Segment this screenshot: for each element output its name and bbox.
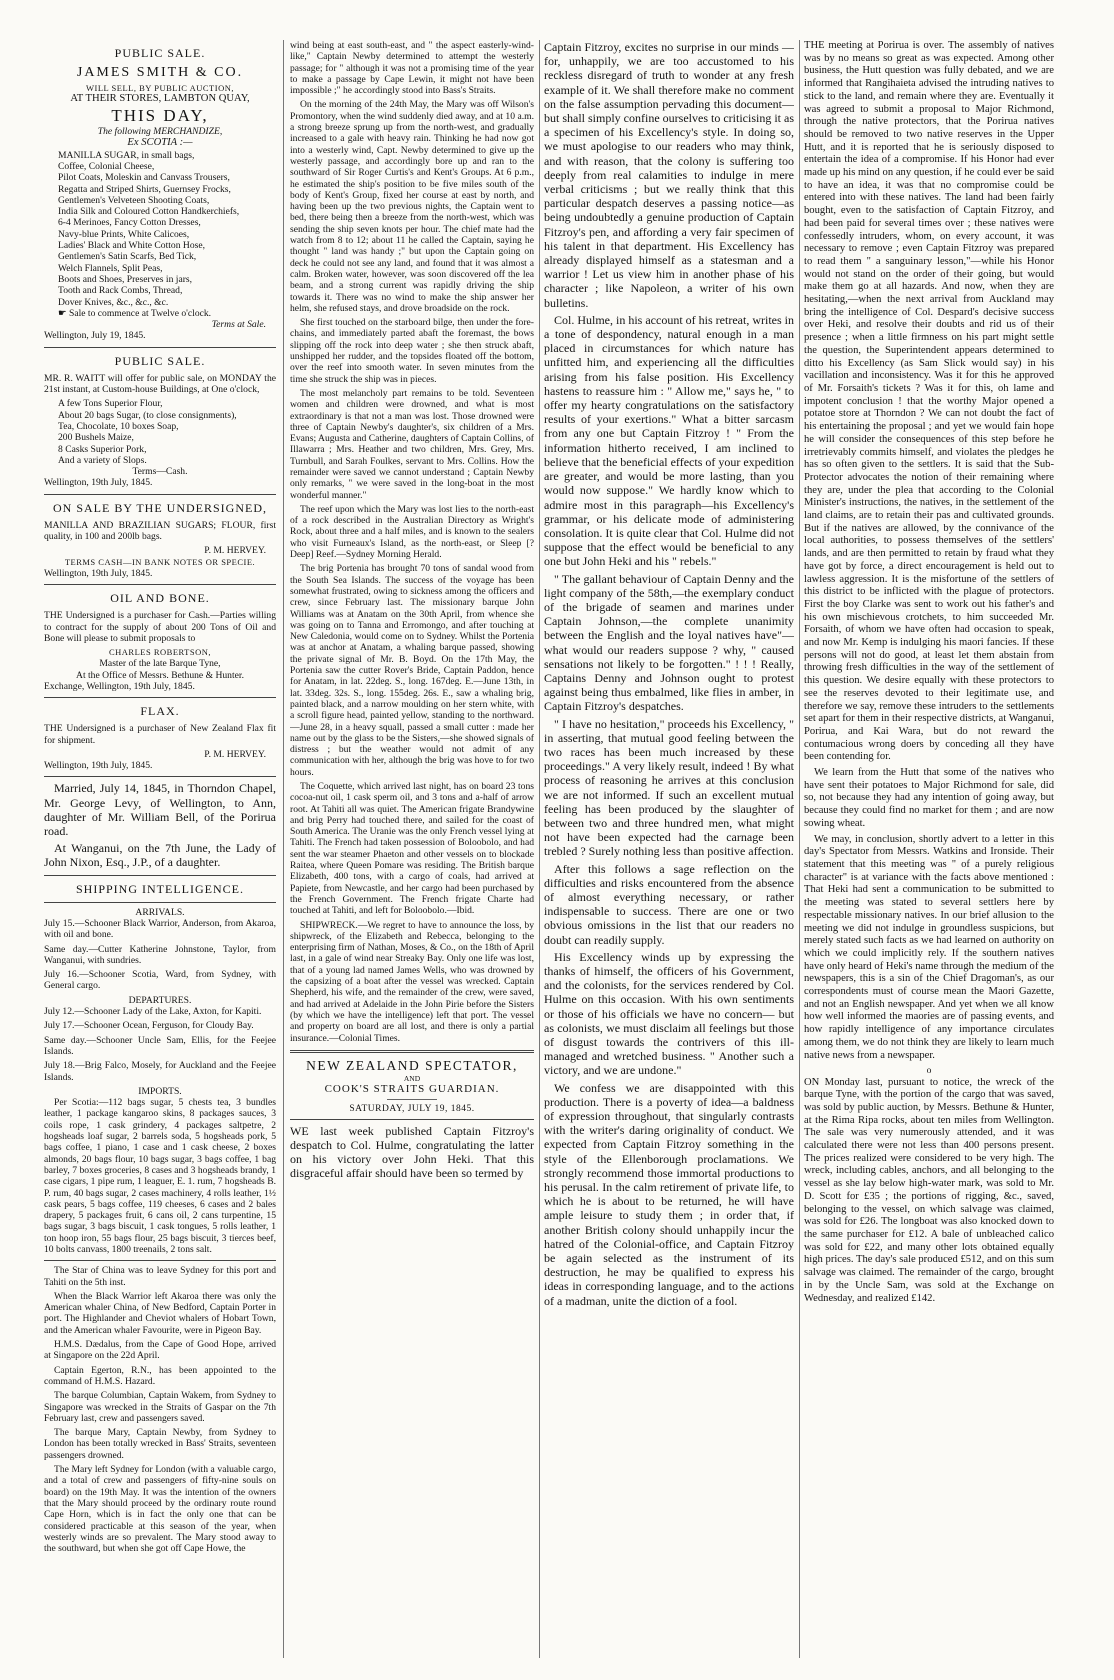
column-1 bbox=[44, 40, 276, 1658]
column-2 bbox=[290, 40, 534, 1658]
ad-text: MR. R. WAITT will offer for public sale, on MONDAY the 21st instant, at Custom-house Buildings, at One o'clock, bbox=[44, 372, 276, 396]
news-item: The Star of China was to leave Sydney for this port and Tahiti on the 5th inst. bbox=[44, 1265, 276, 1288]
ad-auction: WILL SELL, BY PUBLIC AUCTION, bbox=[86, 83, 234, 93]
divider bbox=[290, 1119, 534, 1120]
editorial-paragraph: Captain Fitzroy, excites no surprise in our minds —for, unhappily, we are too accustomed to his reckless disregard of truth to wonder at any fresh example of it. We shall therefore make no comment on the false assumption pervading this document—but shall simply confine ourselves to criticising it as a specimen of his Excellency's style. In doing so, we must apologise to our readers who may think, and with reason, that the colony is suffering too deeply from real calamities to indulge in mere verbal criticisms ; but we really think that this particular despatch deserves a passing notice—as being undoubtedly a genuine production of Captain Fitzroy's pen, and affording a very fair specimen of his talent in that department. His Excellency has already displayed himself as a statesman and a warrior ! Let us view him in another phase of his character ; like Napoleon, a writer of his own bulletins. bbox=[544, 40, 794, 310]
ad-heading: FLAX. bbox=[140, 704, 180, 719]
ad-item: 8 Casks Superior Pork, bbox=[58, 443, 147, 455]
ad-signer-title: Master of the late Barque Tyne, bbox=[99, 658, 221, 670]
article-paragraph: The most melancholy part remains to be told. Seventeen women and children were drowned, and what is most extraordinary is that not a man was lost. Those drowned were three of Captain Newby's daughter's, six children of a Mrs. Evans; Augusta and Catherine, daughters of Captain Collins, of Illawarra ; Mrs. Heather and two children, Mrs. Grey, Mrs. Turnbull, and Sarah Foulkes, servant to Mrs. Collins. How the remainder were saved we cannot understand ; Captain Newby only remarks, " we were saved in the long-boat in the most wonderful manner." bbox=[290, 387, 534, 501]
marriage-notice: Married, July 14, 1845, in Thorndon Chapel, Mr. George Levy, of Wellington, to Ann, daughter of Mr. William Bell, of the Porirua road. bbox=[44, 781, 276, 839]
ad-date: Wellington, 19th July, 1845. bbox=[44, 477, 153, 489]
masthead-subtitle: COOK'S STRAITS GUARDIAN. bbox=[324, 1082, 500, 1095]
arrival-entry: Same day.—Cutter Katherine Johnstone, Taylor, from Wanganui, with sundries. bbox=[44, 943, 276, 966]
ad-item: Gentlemen's Velveteen Shooting Coats, bbox=[58, 194, 210, 206]
ad-heading: ON SALE BY THE UNDERSIGNED, bbox=[53, 500, 267, 515]
ad-item: Dover Knives, &c., &c., &c. bbox=[58, 296, 169, 308]
ad-location: AT THEIR STORES, LAMBTON QUAY, bbox=[70, 93, 250, 104]
divider bbox=[290, 1050, 534, 1053]
article-paragraph: The brig Portenia has brought 70 tons of sandal wood from the South Sea Islands. The success of the voyage has been somewhat frustrated, owing to sickness among the officers and crew, since February last. The missionary barque John Williams was at Anatam on the 30th April, from whence she was going on to Tanna and Erromongo, and after touching at New Caledonia, would come on to Sydney. Whilst the Portenia was at anchor at Anatam, a whaling barque passed, showing the private signal of Mr. B. Boyd. On the 17th May, the Portenia saw the cutter Rover's Bride, Captain Paddon, hence for Anatam, in lat. 22deg. S., long. 167deg. E.—June 13th, in lat. 33deg. 32s. S., long. 155deg. 26s. E., saw a whaling brig, painted black, and a narrow moulding on her stern white, with a scroll figure head, painted yellow, standing to the northward.—June 28, in a heavy squall, passed a small cutter : made her name out by the glass to be the Sisters,—she showed signals of distress ; but the weather would not admit of any communication with her, although the brig was hove to for two hours. bbox=[290, 563, 534, 778]
ad-item: A few Tons Superior Flour, bbox=[58, 398, 163, 410]
news-item: The barque Mary, Captain Newby, from Sydney to London has been totally wrecked in Bass' Straits, seventeen passengers drowned. bbox=[44, 1427, 276, 1461]
ad-item: Gentlemen's Satin Scarfs, Bed Tick, bbox=[58, 251, 197, 263]
departure-entry: July 12.—Schooner Lady of the Lake, Axton, for Kapiti. bbox=[44, 1006, 262, 1018]
article-paragraph: SHIPWRECK.—We regret to have to announce the loss, by shipwreck, of the Elizabeth and Rebecca, belonging to the enterprising firm of Nathan, Moses, & Co., on the 18th of April last, in a gale of wind near Streaky Bay. Only one life was lost, that of a young lad named James Wells, who was drowned by the capsizing of a boat after the vessel was wrecked. Captain Shepherd, his wife, and the remainder of the crew, were saved, and had arrived at Adelaide in the John Pirie before the Sisters (by which we have the intelligence) left that port. The vessel and property on board are all lost, and there is only a partial insurance.—Colonial Times. bbox=[290, 919, 534, 1044]
ad-public-sale-smith bbox=[44, 46, 276, 342]
ad-item: Ladies' Black and White Cotton Hose, bbox=[58, 240, 206, 252]
divider bbox=[44, 494, 276, 495]
divider bbox=[44, 875, 276, 876]
ad-item-list bbox=[44, 398, 276, 466]
column-3 bbox=[544, 40, 794, 1658]
masthead bbox=[290, 1058, 534, 1114]
article-paragraph: THE meeting at Porirua is over. The assembly of natives was by no means so great as was expected. Among other business, the Hutt question was fully debated, and we are informed that Rangihaieta advised the intruding natives to stick to the land, and remain where they are. Eventually it was agreed to submit a proposal to Major Richmond, through the native protectors, that the Porirua natives should be removed to two native reserves in the Upper Hutt, and it is reported that he is seriously disposed to entertain the idea of a compromise. If his Honor had ever made up his mind on any question, if he could ever be said to have an idea, it was that no compromise could be entered into with these natives. The land had been fairly bought, even to the satisfaction of Captain Fitzroy, and had been paid for several times over ; these natives were confessedly intruders, whom, on every account, it was necessary to remove ; even Captain Fitzroy was prepared to read them " a sanguinary lesson,"—while his Honor would not stand on the order of their going, but would make them go at all hazards. And now, when they are hesitating,—when the next arrival from Auckland may bring the intelligence of Col. Despard's decisive success over Heki, and resolve their doubts and rid us of their presence ; when a little firmness on his part might settle the question, the Superintendent appears determined to ditto his Excellency (as Sam Slick would say) in his vacillation and inconsistency. Was it for this he approved of Mr. Forsaith's tickets ? Was it for this, oh lame and impotent conclusion ! that the worthy Major opened a potatoe store at Thorndon ? We can not doubt the fact of his entertaining the proposal ; and yet we would fain hope he will consider the consequences of this step before he irretrievably commits himself, and violates the pledges he has so often given to the settlers. It is said that the Sub-Protector advocates the notion of their remaining where they are, under the plea that according to the Colonial Minister's instructions, the natives, in the settlement of the land claims, are to retain their pas and cultivated grounds. But if the natives are allowed, by the connivance of the local authorities, to possess themselves of the settlers' lands, and are then permitted to retain by fraud what they have got by force, a direct encouragement is held out to lawless aggression. It is the misfortune of the settlers of this district to be inflicted with the plague of protectors. First the boy Clarke was sent to work out his father's and his own mischievous crotchets, to him succeeded Mr. Forsaith, of whom we have often had occasion to speak, and now Mr. Kemp is indulging his maori fancies. If these persons will not do good, at least let them abstain from throwing fresh difficulties in the way of the settlement of this question. We desire equally with these protectors to see the reserves devoted to their legitimate use, and therefore we say, remove these intruders to the settlements set apart for them in their respective districts, at Wanganui, Porirua, and Kai Wara, but do not reward the contumacious wrong doers by conceding all they have been contending for. bbox=[804, 40, 1054, 763]
shipping-heading: SHIPPING INTELLIGENCE. bbox=[76, 881, 244, 896]
divider bbox=[44, 776, 276, 777]
ad-item: Pilot Coats, Moleskin and Canvass Trousers, bbox=[58, 172, 230, 184]
ad-day: THIS DAY, bbox=[111, 105, 209, 125]
news-item: H.M.S. Dædalus, from the Cape of Good Hope, arrived at Singapore on the 22d April. bbox=[44, 1339, 276, 1362]
masthead-title: NEW ZEALAND SPECTATOR, bbox=[306, 1057, 518, 1073]
ad-item-list bbox=[44, 150, 276, 308]
editorial-paragraph: His Excellency winds up by expressing the thanks of himself, the officers of his Government, and the colonists, for the services rendered by Col. Hulme on this occasion. With his own sentiments or those of his officials we have no concern— but as colonists, we must disclaim all feelings but those of disgust towards the contrivers of this ill-managed and wretched business. " Another such a victory, and we are undone." bbox=[544, 949, 794, 1078]
ad-on-sale bbox=[44, 501, 276, 579]
ad-item: Coffee, Colonial Cheese, bbox=[58, 161, 155, 172]
ad-signer: CHARLES ROBERTSON, bbox=[108, 647, 211, 658]
ad-item: 200 Bushels Maize, bbox=[58, 432, 134, 444]
ad-firm: JAMES SMITH & CO. bbox=[76, 65, 244, 80]
ad-item: Welch Flannels, Split Peas, bbox=[58, 262, 163, 274]
birth-notice: At Wanganui, on the 7th June, the Lady of John Nixon, Esq., J.P., of a daughter. bbox=[44, 841, 276, 870]
ad-item: Boots and Shoes, Preserves in jars, bbox=[58, 273, 193, 285]
ad-terms: Terms—Cash. bbox=[132, 466, 188, 478]
ad-text: MANILLA AND BRAZILIAN SUGARS; FLOUR, first quality, in 100 and 200lb bags. bbox=[44, 519, 276, 543]
ad-item: MANILLA SUGAR, in small bags, bbox=[58, 149, 195, 161]
article-paragraph: We may, in conclusion, shortly advert to a letter in this day's Spectator from Messrs. Watkins and Ironside. Their statement that this meeting was " of a purely religious character" is at variance with the facts above mentioned : That Heki had sent a communication to be submitted to the meeting was stated to several settlers here by respectable missionary natives. In our brief allusion to the meeting we did not indulge in groundless suspicions, but merely stated such facts as we had learned on authority on which we could implicitly rely. If the southern natives have only heard of Heki's name through the medium of the newspapers, this is a sin of the Chief Dragoman's, as our correspondents must of course mean the Maori Gazette, and not an English newspaper. And yet when we all know how well informed the maories are of passing events, and how rapidly intelligence of any importance circulates among them, we do not think they are likely to learn much native news from a newspaper. bbox=[804, 833, 1054, 1061]
ad-item: About 20 bags Sugar, (to close consignments), bbox=[58, 409, 237, 421]
article-paragraph: The reef upon which the Mary was lost lies to the north-east of a rock described in the Australian Directory as Wright's Rock, about three and a half miles, and is known to the sealers who visit Furneaux's Island, as the north-east, or Sleep [? Deep] Reef.—Sydney Morning Herald. bbox=[290, 503, 534, 561]
divider bbox=[44, 1260, 276, 1261]
ad-date: Wellington, July 19, 1845. bbox=[44, 330, 146, 342]
divider bbox=[44, 347, 276, 348]
divider bbox=[44, 902, 276, 903]
ad-item: Tooth and Rack Combs, Thread, bbox=[58, 285, 183, 297]
shipping-intelligence bbox=[44, 882, 276, 1256]
ad-ex: Ex SCOTIA :— bbox=[127, 137, 193, 148]
ad-item: Navy-blue Prints, White Calicoes, bbox=[58, 228, 190, 240]
ad-flax bbox=[44, 704, 276, 771]
ad-date: Wellington, 19th July, 1845. bbox=[44, 760, 153, 772]
ad-heading: OIL AND BONE. bbox=[110, 591, 210, 606]
divider bbox=[44, 584, 276, 585]
imports-text: Per Scotia:—112 bags sugar, 5 chests tea, 3 bundles leather, 1 package kangaroo skins, 8 packages sauces, 3 coils rope, 1 cask grindery, 4 packages saltpetre, 2 hogsheads loaf sugar, 2 barrels soda, 5 hogsheads pork, 5 bags coffee, 1 piano, 1 case and 1 cask cheese, 2 boxes almonds, 20 bags flour, 10 bags sugar, 3 bags coffee, 1 bag barley, 7 boxes groceries, 8 cases and 3 hogsheads brandy, 1 case cigars, 1 pipe rum, 1 leaguer, E. 1. rum, 7 hogsheads B. P. rum, 40 bags sugar, 2 cases machinery, 4 rolls leather, 1½ cask pears, 5 bags coffee, 119 cheeses, 6 cases and 2 bales drapery, 5 packages fruit, 6 cans oil, 2 cans turpentine, 15 bags sugar, 3 bags biscuit, 1 cask tongues, 5 rolls leather, 1 ton hoop iron, 55 bags flour, 25 bags biscuit, 3 tierces beef, 10 bolts canvass, 1800 treenails, 2 tons salt. bbox=[44, 1097, 276, 1255]
column-rule bbox=[539, 40, 540, 1658]
ad-item: 6-4 Merinoes, Fancy Cotton Dresses, bbox=[58, 217, 201, 229]
ad-heading: PUBLIC SALE. bbox=[114, 353, 206, 368]
imports-heading: IMPORTS. bbox=[138, 1085, 182, 1097]
departure-entry: Same day.—Schooner Uncle Sam, Ellis, for the Feejee Islands. bbox=[44, 1034, 276, 1057]
editorial-lead: WE last week published Captain Fitzroy's despatch to Col. Hulme, congratulating the latter on his victory over John Heki. That this disgraceful affair should have been so termed by bbox=[290, 1123, 534, 1181]
ad-terms: Terms at Sale. bbox=[211, 319, 266, 331]
article-paragraph: wind being at east south-east, and " the aspect easterly-wind-like," Captain Newby determined to attempt the westerly passage; for " although it was not a promising time of the year to make a passage by Cape Lewin, it might not have been impossible ;" he accordingly stood into Bass's Straits. bbox=[290, 40, 534, 97]
ad-heading: PUBLIC SALE. bbox=[114, 46, 206, 60]
ad-date: Wellington, 19th July, 1845. bbox=[44, 567, 153, 579]
ad-office: At the Office of Messrs. Bethune & Hunter. bbox=[76, 669, 244, 681]
ad-date: Exchange, Wellington, 19th July, 1845. bbox=[44, 680, 195, 692]
article-paragraph: We learn from the Hutt that some of the natives who have sent their potatoes to Major Richmond for sale, did so, not because they had any intention of going away, but because they could find no market for them ; and are now sowing wheat. bbox=[804, 767, 1054, 829]
article-paragraph: On the morning of the 24th May, the Mary was off Wilson's Promontory, when the wind suddenly died away, and at 10 a.m. a strong breeze sprung up from the north-west, and gradually increased to a gale with heavy rain. Thinking he had now got into a westerly wind, Capt. Newby determined to give up the westerly passage, and accordingly bore up and ran to the southward of Sir Roger Curtis's and Kent's Groups. At 6 p.m., he estimated the ship's position to be five miles south of the body of Kent's Group, fixed her course at east by north, and having been up the two previous nights, the Captain went to bed, there being then a breeze from the north-west, which was sending the ship seven knots per hour. The chief mate had the watch from 8 to 12; about 11 he called the Captain, saying he thought " land was handy ;" but upon the Captain going on deck he could not see any land, and found that it was almost a calm. Broken water, however, was soon discovered off the lea beam, and a strong current was rapidly driving the ship towards it. There was no wind to make the ship answer her helm, she refused stays, and drove broadside on the rock. bbox=[290, 99, 534, 314]
ad-item: Tea, Chocolate, 10 boxes Soap, bbox=[58, 420, 179, 432]
masthead-date: SATURDAY, JULY 19, 1845. bbox=[349, 1103, 475, 1114]
ad-text: THE Undersigned is a purchaser of New Zealand Flax fit for shipment. bbox=[44, 723, 276, 746]
article-paragraph: She first touched on the starboard bilge, then under the fore-chains, and immediately parted abaft the foremast, the bows slipping off the rock into deep water ; she then struck abaft, unshipped her rudder, and the topsides floated off the bottom, over the reef into smooth water. In seven minutes from the time she struck the ship was in pieces. bbox=[290, 317, 534, 385]
arrival-entry: July 16.—Schooner Scotia, Ward, from Sydney, with General cargo. bbox=[44, 969, 276, 992]
section-divider: o bbox=[926, 1065, 932, 1077]
editorial-paragraph: " The gallant behaviour of Captain Denny and the light company of the 58th,—the exemplary conduct of the brigade of seamen and marines under Captain Johnson,—the complete unanimity between the English and the loyal natives have"—what would our readers suppose ? why, " caused sensations not likely to be forgotten." ! ! ! Really, Captains Denny and Johnson ought to protest against being thus embalmed, like flies in amber, in Captain Fitzroy's despatches. bbox=[544, 571, 794, 714]
editorial-paragraph: We confess we are disappointed with this production. There is a poverty of idea—a baldness of expression throughout, that singularly contrasts with the writer's daring originality of conduct. We expected from Captain Fitzroy something in the style of the Ellenborough proclamations. We strongly recommend those immortal productions to his perusal. In the calm retirement of private life, to which he is about to be returned, he will have ample leisure to study them ; in order that, if another British colony should unhappily incur the hatred of the Colonial-office, and Captain Fitzroy be again selected as the instrument of its destruction, he may be qualified to express his ideas in corresponding language, and to the actions of a madman, unite the diction of a fool. bbox=[544, 1080, 794, 1308]
mary-wreck-article: The Mary left Sydney for London (with a valuable cargo, and a total of crew and passengers of fifty-nine souls on board) on the 19th May. It was the intention of the owners that the Mary should proceed by the ordinary route round Cape Horn, which is in fact the only one that can be considered practicable at this season of the year, when westerly winds are so prevalent. The Mary stood away to the southward, but when she got off Cape Howe, the bbox=[44, 1464, 276, 1555]
ad-following: The following MERCHANDIZE, bbox=[97, 125, 223, 137]
divider bbox=[44, 697, 276, 698]
editorial-paragraph: Col. Hulme, in his account of his retreat, writes in a tone of despondency, natural enough in a man placed in circumstances for which nature has unfitted him, and experiencing all the difficulties arising from his false position. His Excellency hastens to reassure him : " Allow me," says he, " to offer my hearty congratulations on the satisfactory results of your exertions." What a bitter sarcasm from any one but Captain Fitzroy ! " From the information hitherto received, I am inclined to believe that the beneficial effects of your expedition are greater, and would be more lasting, than you would now suppose." We hardly know which to admire most in this paragraph—his Excellency's grammar, or his delicate mode of administering consolation. It is quite clear that Col. Hulme did not suppose that the effect would be beneficial to any one but John Heki and his " rebels." bbox=[544, 312, 794, 569]
ad-public-sale-waitt bbox=[44, 354, 276, 489]
divider bbox=[387, 1099, 437, 1100]
arrivals-heading: ARRIVALS. bbox=[135, 906, 185, 918]
tyne-wreck-sale-article: ON Monday last, pursuant to notice, the wreck of the barque Tyne, with the portion of the cargo that was saved, was sold by public auction, by Messrs. Bethune & Hunter, at the Rima Ripa rocks, about ten miles from Wellington. The sale was very numerously attended, and it was calculated there were not less than 400 persons present. The prices realized were considered to be very high. The wreck, including cables, anchors, and all belonging to the vessel as she lay below high-water mark, was sold to Mr. D. Scott for £35 ; the portions of rigging, &c., saved, belonging to the vessel, on which salvage was claimed, was sold for £26. The longboat was also knocked down to the same purchaser for £12. A bale of unbleached calico was sold for £22, and many other lots obtained equally high prices. The day's sale produced £512, and on this sum salvage was claimed. The remainder of the cargo, brought in by the Uncle Sam, was sold at the Exchange on Wednesday, and realized £142. bbox=[804, 1076, 1054, 1304]
editorial-paragraph: " I have no hesitation," proceeds his Excellency, " in asserting, that mutual good feeling between the two races has been much increased by these proceedings." A very likely result, indeed ! By what process of reasoning he arrives at this conclusion we are not informed. If such an excellent mutual feeling has been produced by the slaughter of between two and three hundred men, what might not have been expected had the carnage been trebled ? Surely nothing less than positive affection. bbox=[544, 716, 794, 859]
arrival-entry: July 15.—Schooner Black Warrior, Anderson, from Akaroa, with oil and bone. bbox=[44, 917, 276, 941]
ad-oil-and-bone bbox=[44, 591, 276, 692]
column-rule bbox=[799, 40, 800, 1658]
news-item: Captain Egerton, R.N., has been appointed to the command of H.M.S. Hazard. bbox=[44, 1364, 276, 1387]
masthead-and: AND bbox=[403, 1073, 421, 1083]
departures-heading: DEPARTURES. bbox=[128, 994, 192, 1006]
ad-terms: TERMS CASH—IN BANK NOTES OR SPECIE. bbox=[64, 556, 256, 567]
column-rule bbox=[283, 40, 284, 1658]
news-item: The barque Columbian, Captain Wakem, from Sydney to Singapore was wrecked in the Straits of Gaspar on the 7th February last, crew and passengers saved. bbox=[44, 1390, 276, 1424]
departure-entry: July 18.—Brig Falco, Mosely, for Auckland and the Feejee Islands. bbox=[44, 1060, 276, 1083]
ad-sale-time: Sale to commence at Twelve o'clock. bbox=[69, 307, 212, 319]
ad-signer: P. M. HERVEY. bbox=[204, 545, 266, 557]
ad-item: Regatta and Striped Shirts, Guernsey Frocks, bbox=[58, 183, 231, 195]
editorial-paragraph: After this follows a sage reflection on the difficulties and risks encountered from the absence of almost everything necessary, or rather indispensable to success. There are one or two obvious omissions in the list that our readers no doubt can readily supply. bbox=[544, 861, 794, 947]
column-4 bbox=[804, 40, 1054, 1658]
ad-text: THE Undersigned is a purchaser for Cash.—Parties willing to contract for the supply of about 200 Tons of Oil and Bone will please to submit proposals to bbox=[44, 610, 276, 644]
news-item: When the Black Warrior left Akaroa there was only the American whaler China, of New Bedford, Captain Porter in port. The Highlander and Cheviot whalers of Hobart Town, and the American whaler Favourite, were in Pigeon Bay. bbox=[44, 1290, 276, 1336]
pointing-hand-icon: ☛ bbox=[58, 307, 69, 319]
departure-entry: July 17.—Schooner Ocean, Ferguson, for Cloudy Bay. bbox=[44, 1020, 254, 1032]
ad-item: And a variety of Slops. bbox=[58, 454, 147, 466]
ad-signer: P. M. HERVEY. bbox=[204, 748, 266, 760]
article-paragraph: The Coquette, which arrived last night, has on board 23 tons cocoa-nut oil, 1 cask sperm oil, and 3 tons and a-half of arrow root. At Tahiti all was quiet. The American frigate Brandywine and brig Perry had touched there, and sailed for the coast of South America. The Uranie was the only French vessel lying at Tahiti. The French had taken possession of Boloobolo, and had sent the war steamer Phaeton and other vessels on to blockade Raitea, where Queen Pomare was residing. The British barque Elizabeth, 400 tons, with a cargo of coals, had arrived at Papiete, from Newcastle, and her cargo had been purchased by the French Government. The French frigate Charte had touched at Tahiti, and left for Boloobolo.—Ibid. bbox=[290, 781, 534, 917]
ad-item: India Silk and Coloured Cotton Handkerchiefs, bbox=[58, 206, 240, 218]
